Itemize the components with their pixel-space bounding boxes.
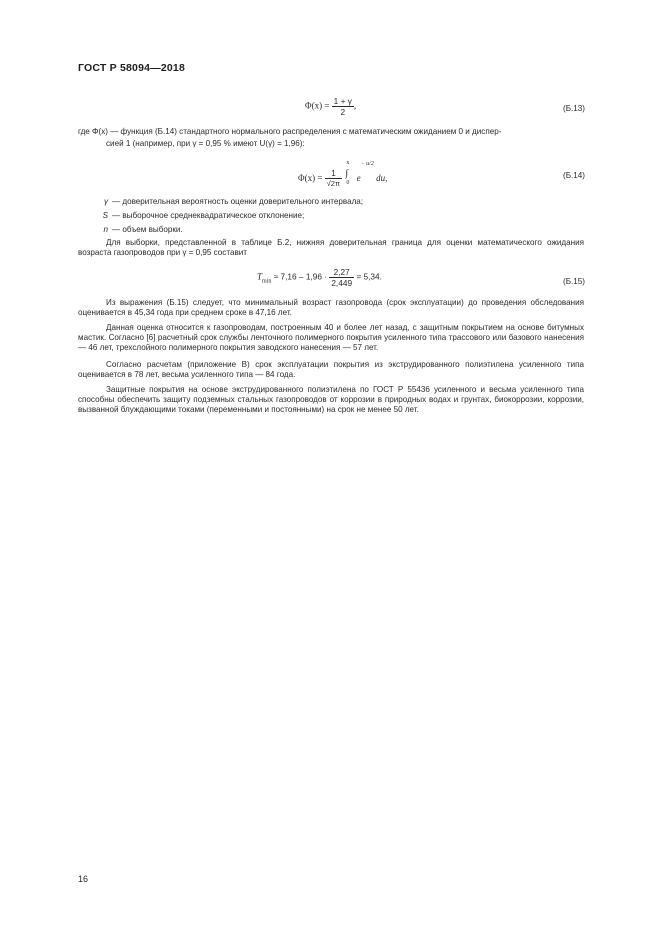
- page-number: 16: [78, 874, 89, 884]
- equation-b13-numerator: 1 + γ: [333, 96, 352, 106]
- equation-b13-number: (Б.13): [563, 104, 585, 113]
- equation-b14-number: (Б.14): [563, 171, 585, 180]
- equation-b15-denominator: 2,449: [331, 278, 353, 288]
- equation-b15-number: (Б.15): [563, 277, 585, 286]
- equation-b13-denominator: 2: [340, 107, 346, 117]
- equation-b14-tail: du,: [376, 172, 388, 183]
- integral-sign: [344, 159, 354, 188]
- definition-symbol: n: [103, 225, 108, 234]
- equation-b13: [305, 96, 356, 117]
- equation-b15-result: = 5,34.: [356, 271, 382, 282]
- paragraph-1: Из выражения (Б.15) следует, что минимальный возраст газопровода (срок эксплуатации) до проведения обследования оценивается в 45,34 года при среднем сроке в 47,16 лет.: [78, 298, 584, 318]
- equation-b14-numerator: 1: [325, 168, 342, 179]
- paragraph-2: Данная оценка относится к газопроводам, построенным 40 и более лет назад, с защитным покрытием на основе битумных мастик. Согласно [6] расчетный срок службы ленточного полимерного покрытия усиленного типа трассового или базового нанесения — 46 лет, трехслойного полимерного покрытия заводского нанесения — 57 лет.: [78, 323, 584, 353]
- equation-b13-lhs: Φ(x) =: [305, 100, 330, 111]
- equation-b15-fraction: [329, 267, 354, 288]
- paragraph-sample: Для выборки, представленной в таблице Б.2, нижняя доверительная граница для оценки математического ожидания возраста газопроводов при γ = 0,95 составит: [78, 238, 584, 258]
- where-b13-line2: сией 1 (например, при γ = 0,95 % имеют U(γ) = 1,96):: [106, 139, 305, 148]
- equation-b15-middle: ≈ 7,16 – 1,96 ·: [273, 271, 328, 282]
- equation-b15-lhs-sub: min: [262, 278, 272, 285]
- equation-b15-lhs: T: [257, 271, 263, 282]
- definition-text: — выборочное среднеквадратическое отклонение;: [112, 211, 305, 220]
- definition-gamma: [78, 197, 584, 207]
- integral-upper-limit: x: [346, 159, 350, 166]
- equation-b14-fraction: [325, 168, 342, 188]
- paragraph-3: Согласно расчетам (приложение В) срок эксплуатации покрытия из экструдированного полиэтилена усиленного типа оценивается в 78 лет, весьма усиленного типа — 84 года.: [78, 360, 584, 380]
- definition-text: — доверительная вероятность оценки доверительного интервала;: [112, 197, 364, 206]
- definition-symbol: γ: [103, 197, 108, 206]
- definition-text: — объем выборки.: [112, 225, 183, 234]
- exp-base: e: [356, 172, 361, 183]
- equation-b14: [298, 161, 387, 189]
- equation-b15: [257, 267, 382, 288]
- equation-b14-lhs: Φ(x) =: [298, 172, 323, 183]
- integral-lower-limit: 0: [346, 179, 350, 186]
- definition-s: [78, 211, 584, 221]
- equation-b13-fraction: [332, 96, 357, 117]
- equation-b15-numerator: 2,27: [329, 267, 354, 278]
- exp-exponent: − u/2: [360, 161, 374, 167]
- document-header: ГОСТ Р 58094—2018: [78, 62, 186, 74]
- equation-b14-denominator: √2π: [326, 178, 341, 188]
- where-b13-line1: где Φ(x) — функция (Б.14) стандартного нормального распределения с математическим ожиданием 0 и диспер-: [78, 127, 502, 136]
- equation-b13-tail: ,: [353, 100, 357, 111]
- definition-n: [78, 225, 584, 235]
- definition-symbol: S: [102, 211, 108, 220]
- integral-symbol: ∫: [345, 167, 349, 179]
- paragraph-4: Защитные покрытия на основе экструдированного полиэтилена по ГОСТ Р 55436 усиленного и весьма усиленного типа способны обеспечить защиту подземных стальных газопроводов от коррозии в природных водах и грунтах, биокоррозии, коррозии, вызванной блуждающими токами (переменными и постоянными) на срок не менее 50 лет.: [78, 385, 584, 415]
